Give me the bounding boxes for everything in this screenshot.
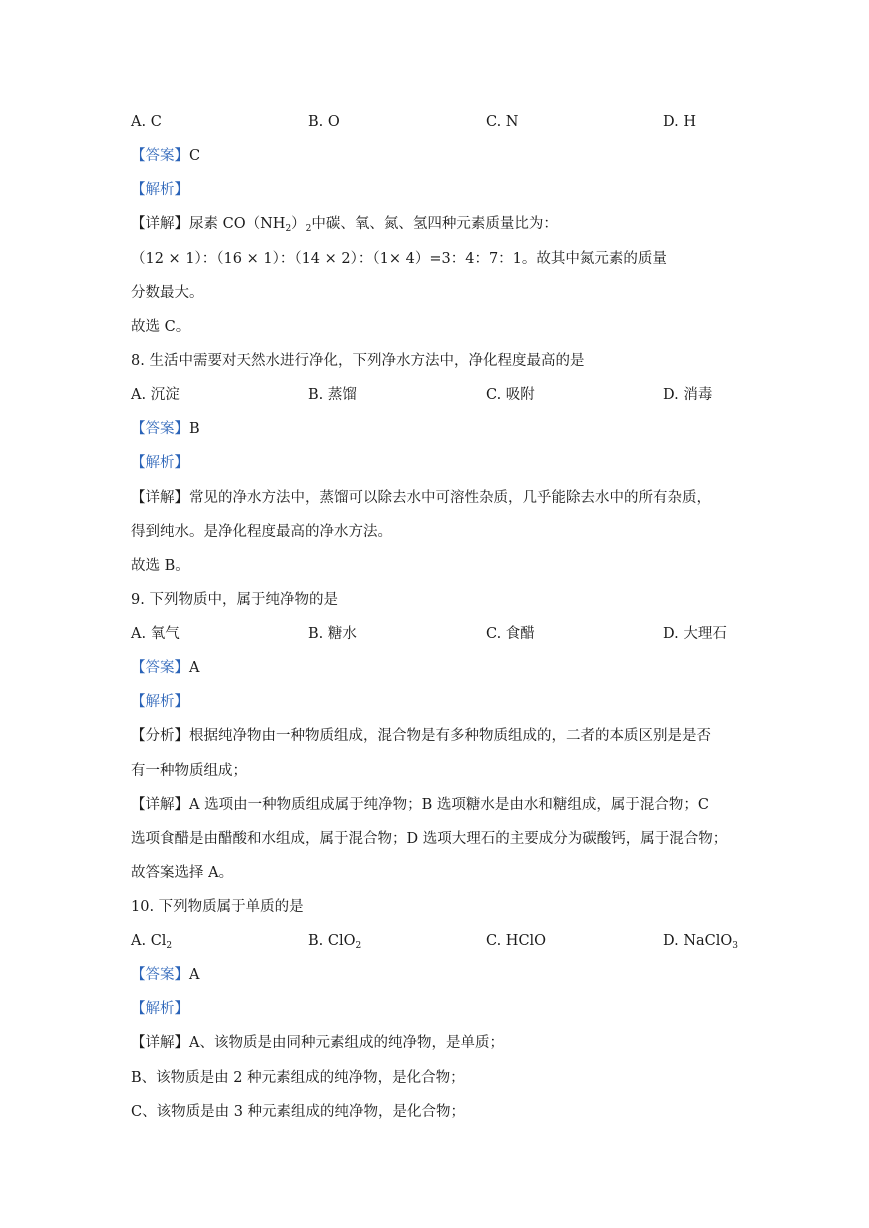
analysis-tag: 【解析】	[131, 1001, 189, 1017]
answer-tag: 【答案】	[131, 421, 189, 437]
q8-detail-line1	[131, 488, 711, 508]
q10-answer	[131, 965, 199, 985]
detail-sub2: 2	[305, 224, 312, 234]
q8-detail-line2: 得到纯水。是净化程度最高的净水方法。	[131, 524, 392, 540]
option-text: A. Cl	[131, 933, 167, 949]
detail-tag: 【详解】	[131, 490, 189, 506]
q10-option-d	[663, 931, 738, 956]
q9-option-a: A. 氧气	[131, 626, 180, 642]
q8-analysis	[131, 453, 189, 473]
q7-answer	[131, 146, 200, 166]
q9-detail-line1	[131, 795, 709, 815]
answer-value: B	[189, 421, 200, 437]
detail-text-b: ）	[291, 216, 306, 232]
q9-option-c: C. 食醋	[486, 626, 535, 642]
option-sub: 3	[732, 941, 739, 951]
q9-stem: 9. 下列物质中，属于纯净物的是	[131, 592, 338, 608]
q10-option-b	[308, 931, 361, 956]
q8-option-a: A. 沉淀	[131, 387, 180, 403]
detail-tag: 【详解】	[131, 1035, 189, 1051]
answer-tag: 【答案】	[131, 660, 189, 676]
detail-tag: 【详解】	[131, 797, 189, 813]
q10-option-c: C. HClO	[486, 933, 547, 949]
q7-detail-line2: （12 × 1）：（16 × 1）：（14 × 2）：（1× 4）=3：4：7：1。故其中氮元素的质量	[131, 251, 667, 267]
analysis-tag: 【解析】	[131, 182, 189, 198]
detail-tag: 【详解】	[131, 216, 189, 232]
analysis-tag: 【解析】	[131, 455, 189, 471]
q8-stem: 8. 生活中需要对天然水进行净化，下列净水方法中，净化程度最高的是	[131, 353, 585, 369]
answer-value: A	[189, 967, 200, 983]
detail-text: A、该物质是由同种元素组成的纯净物，是单质；	[189, 1035, 504, 1051]
q8-option-d: D. 消毒	[663, 387, 713, 403]
q10-detail-line3: C、该物质是由 3 种元素组成的纯净物，是化合物；	[131, 1104, 466, 1120]
q7-analysis	[131, 180, 189, 200]
q7-conclusion: 故选 C。	[131, 319, 191, 335]
detail-sub: 2	[285, 224, 292, 234]
q8-answer	[131, 419, 200, 439]
q7-option-a: A. C	[131, 114, 162, 130]
q9-analysis	[131, 692, 189, 712]
detail-text-c: 中碳、氧、氮、氢四种元素质量比为：	[311, 216, 558, 232]
q10-detail-line1	[131, 1033, 504, 1053]
q10-stem: 10. 下列物质属于单质的是	[131, 899, 304, 915]
q7-option-c: C. N	[486, 114, 519, 130]
q7-detail-line3: 分数最大。	[131, 285, 204, 301]
option-text: D. NaClO	[663, 933, 733, 949]
analyze-text: 根据纯净物由一种物质组成，混合物是有多种物质组成的，二者的本质区别是是否	[189, 728, 711, 744]
q9-analyze-line1	[131, 726, 711, 746]
analysis-tag: 【解析】	[131, 694, 189, 710]
q9-detail-line2: 选项食醋是由醋酸和水组成，属于混合物；D 选项大理石的主要成分为碳酸钙，属于混合物；	[131, 831, 728, 847]
answer-tag: 【答案】	[131, 148, 189, 164]
q9-detail-line3: 故答案选择 A。	[131, 865, 234, 881]
q8-conclusion: 故选 B。	[131, 558, 190, 574]
answer-value: A	[189, 660, 200, 676]
option-text: B. ClO	[308, 933, 356, 949]
q8-option-c: C. 吸附	[486, 387, 535, 403]
q10-detail-line2: B、该物质是由 2 种元素组成的纯净物，是化合物；	[131, 1070, 465, 1086]
q7-option-b: B. O	[308, 114, 340, 130]
q10-option-a	[131, 931, 172, 956]
answer-tag: 【答案】	[131, 967, 189, 983]
answer-value: C	[189, 148, 201, 164]
detail-text-a: 尿素 CO（NH	[189, 216, 286, 232]
option-sub: 2	[166, 941, 173, 951]
analyze-tag: 【分析】	[131, 728, 189, 744]
q9-answer	[131, 658, 199, 678]
q9-analyze-line2: 有一种物质组成；	[131, 763, 247, 779]
q7-option-d: D. H	[663, 114, 696, 130]
q9-option-b: B. 糖水	[308, 626, 357, 642]
detail-text: A 选项由一种物质组成属于纯净物；B 选项糖水是由水和糖组成，属于混合物；C	[189, 797, 709, 813]
q9-option-d: D. 大理石	[663, 626, 727, 642]
detail-text: 常见的净水方法中，蒸馏可以除去水中可溶性杂质，几乎能除去水中的所有杂质，	[189, 490, 711, 506]
option-sub: 2	[355, 941, 362, 951]
q10-analysis	[131, 999, 189, 1019]
q7-detail-line1	[131, 214, 558, 239]
q8-option-b: B. 蒸馏	[308, 387, 357, 403]
